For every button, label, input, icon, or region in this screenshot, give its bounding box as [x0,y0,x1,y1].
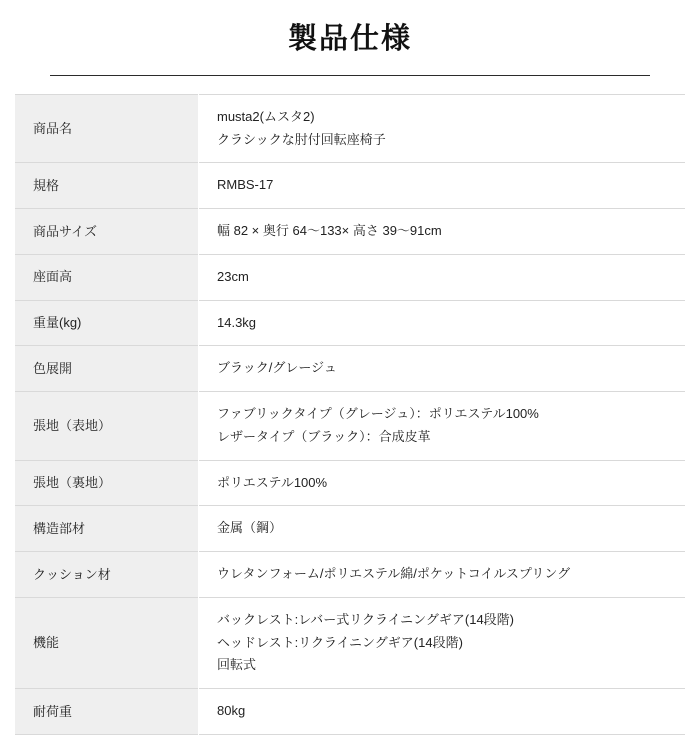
title-divider [50,75,650,76]
spec-value [199,209,686,255]
spec-label: 商品サイズ [15,209,199,255]
spec-value [199,689,686,735]
spec-value-line: 幅 82 × 奥行 64〜133× 高さ 39〜91cm [217,223,442,239]
spec-label: クッション材 [15,552,199,598]
spec-label: 張地（裏地） [15,460,199,506]
table-row [15,300,685,346]
table-row [15,346,685,392]
table-row [15,460,685,506]
table-row [15,163,685,209]
table-row [15,597,685,688]
spec-value-line: ウレタンフォーム/ポリエステル綿/ポケットコイルスプリング [217,566,571,582]
table-row [15,552,685,598]
spec-value-line: RMBS-17 [217,177,274,193]
spec-value-line: ブラック/グレージュ [217,360,337,376]
spec-value-line: ファブリックタイプ（グレージュ）：ポリエステル100% [217,406,539,422]
spec-value [199,506,686,552]
spec-label: 商品名 [15,94,199,163]
spec-value [199,460,686,506]
spec-value-line: レザータイプ（ブラック）：合成皮革 [217,428,431,444]
table-row [15,392,685,461]
spec-value-line: 23cm [217,268,249,284]
spec-label: 耐荷重 [15,689,199,735]
spec-value-line: musta2(ムスタ2) [217,108,315,124]
spec-value [199,597,686,688]
page-header [0,0,700,76]
spec-value [199,300,686,346]
spec-value [199,346,686,392]
page-title: 製品仕様 [287,23,412,55]
spec-value-line: 回転式 [217,657,257,673]
table-row [15,506,685,552]
spec-value [199,254,686,300]
spec-value [199,94,686,163]
table-row [15,689,685,735]
specification-table [15,94,685,735]
specification-table-body [15,94,685,734]
spec-value-line: クラシックな肘付回転座椅子 [217,131,386,147]
spec-value [199,163,686,209]
spec-label: 座面高 [15,254,199,300]
spec-label: 色展開 [15,346,199,392]
table-row [15,254,685,300]
spec-value-line: 80kg [217,703,246,719]
spec-label: 重量(kg) [15,300,199,346]
spec-value-line: ポリエステル100% [217,474,328,490]
spec-value [199,552,686,598]
table-row [15,209,685,255]
spec-label: 構造部材 [15,506,199,552]
spec-label: 規格 [15,163,199,209]
spec-label: 機能 [15,597,199,688]
table-row [15,94,685,163]
spec-value-line: 14.3kg [217,314,257,330]
spec-value [199,392,686,461]
spec-value-line: ヘッドレスト:リクライニングギア(14段階) [217,634,463,650]
spec-value-line: バックレスト:レバー式リクライニングギア(14段階) [217,611,515,627]
spec-label: 張地（表地） [15,392,199,461]
spec-value-line: 金属（鋼） [217,520,283,536]
